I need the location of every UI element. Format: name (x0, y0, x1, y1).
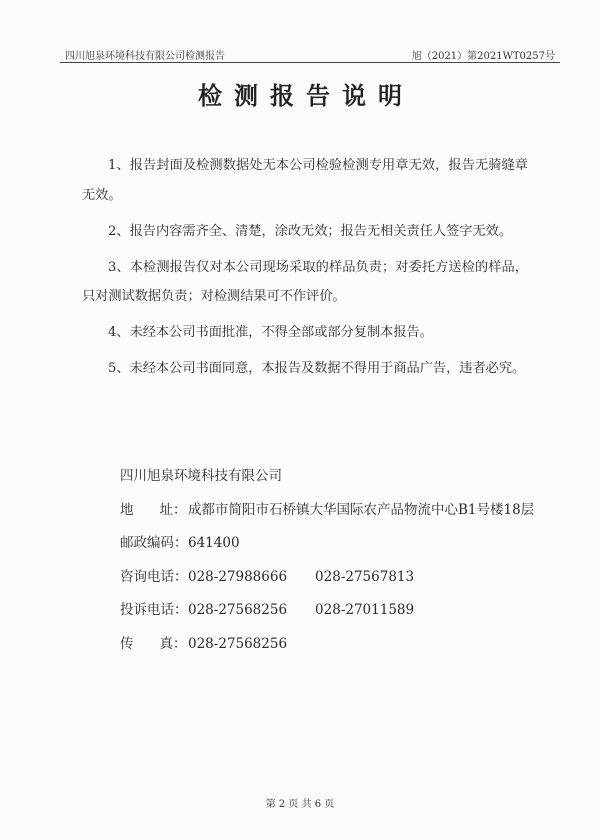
fax-value: 028-27568256 (188, 635, 288, 652)
header-company-report: 四川旭泉环境科技有限公司检测报告 (65, 51, 225, 62)
header-divider (60, 62, 560, 63)
note-item-3: 3、本检测报告仅对本公司现场采取的样品负责；对委托方送检的样品，只对测试数据负责；对检测结果可不作评价。 (82, 259, 528, 304)
note-item-4: 4、未经本公司书面批准，不得全部或部分复制本报告。 (108, 325, 433, 340)
consult-phone-2: 028-27567813 (315, 568, 415, 585)
postcode-value: 641400 (188, 535, 240, 551)
address-row (120, 498, 560, 532)
consult-phone-1: 028-27988666 (188, 568, 288, 585)
address-label: 地 址： (120, 501, 187, 518)
note-item-1: 1、报告封面及检测数据处无本公司检验检测专用章无效，报告无骑缝章无效。 (82, 158, 528, 203)
complaint-phone-2: 028-27011589 (315, 602, 415, 618)
note-item-2: 2、报告内容需齐全、清楚，涂改无效；报告无相关责任人签字无效。 (108, 223, 513, 239)
consult-phone-label: 咨询电话： (120, 568, 188, 585)
consult-phone-row (120, 565, 560, 599)
page-title: 检测报告说明 (198, 81, 414, 110)
address-value: 成都市简阳市石桥镇大华国际农产品物流中心B1号楼18层 (188, 501, 535, 518)
fax-label: 传 真： (120, 635, 187, 652)
fax-row (120, 632, 560, 666)
complaint-phone-row (120, 598, 560, 632)
complaint-phone-label: 投诉电话： (120, 602, 188, 618)
company-info (120, 464, 560, 665)
postcode-row (120, 531, 560, 565)
complaint-phone-1: 028-27568256 (188, 602, 288, 618)
postcode-label: 邮政编码： (120, 535, 188, 551)
notes-section (82, 151, 528, 390)
header-report-number: 旭（2021）第2021WT0257号 (411, 51, 555, 62)
company-name: 四川旭泉环境科技有限公司 (120, 468, 282, 484)
note-item-5: 5、未经本公司书面同意，本报告及数据不得用于商品广告，违者必究。 (108, 361, 526, 376)
page-footer: 第 2 页 共 6 页 (265, 799, 335, 810)
